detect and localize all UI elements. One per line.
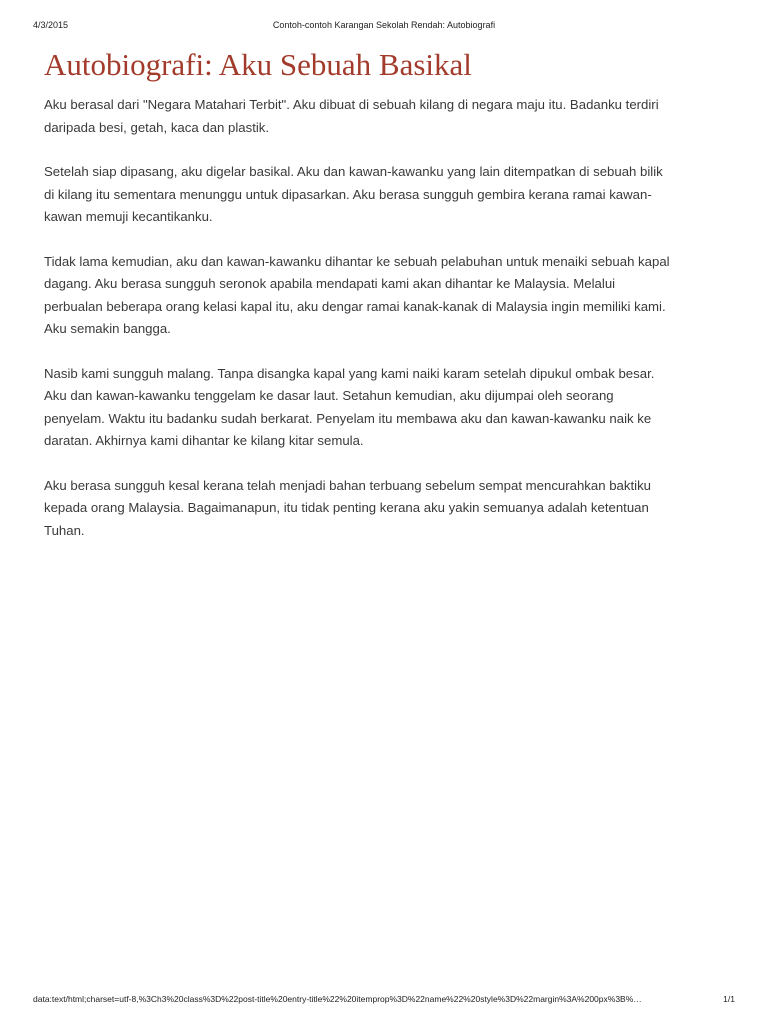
page-number: 1/1: [723, 994, 735, 1004]
post-paragraph: Aku berasa sungguh kesal kerana telah menjadi bahan terbuang sebelum sempat mencurahkan baktiku kepada orang Malaysia. Bagaimanapun, itu tidak penting kerana aku yakin semuanya adalah ketentuan Tuhan.: [44, 477, 652, 538]
post-paragraph: Setelah siap dipasang, aku digelar basikal. Aku dan kawan-kawanku yang lain ditempatkan di sebuah bilik di kilang itu sementara menunggu untuk dipasarkan. Aku berasa sungguh gembira kerana ramai kawan-kawan memuji kecantikanku.: [44, 164, 663, 224]
print-header: [33, 20, 735, 34]
print-date: 4/3/2015: [33, 20, 69, 30]
post-paragraph: Nasib kami sungguh malang. Tanpa disangka kapal yang kami naiki karam setelah dipukul ombak besar. Aku dan kawan-kawanku tenggelam ke dasar laut. Setahun kemudian, aku dijumpai oleh seorang penyelam. Waktu itu badanku sudah berkarat. Penyelam itu membawa aku dan kawan-kawanku naik ke daratan. Akhirnya kami dihantar ke kilang kitar semula.: [44, 365, 655, 448]
print-footer: [33, 994, 735, 1006]
post-paragraph: Tidak lama kemudian, aku dan kawan-kawanku dihantar ke sebuah pelabuhan untuk menaiki sebuah kapal dagang. Aku berasa sungguh seronok apabila mendapati kami akan dihantar ke Malaysia. Melalui perbualan beberapa orang kelasi kapal itu, aku dengar ramai kanak-kanak di Malaysia ingin memiliki kami. Aku semakin bangga.: [44, 253, 670, 336]
post-title: Autobiografi: Aku Sebuah Basikal: [44, 47, 472, 82]
print-source-url: data:text/html;charset=utf-8,%3Ch3%20class%3D%22post-title%20entry-title%22%20itemprop%3D%22name%22%20style%3D%22margin%3A%200px%3B%…: [33, 994, 642, 1004]
blog-post: [44, 44, 670, 564]
print-document-title: Contoh-contoh Karangan Sekolah Rendah: Autobiografi: [272, 20, 496, 30]
post-paragraph: Aku berasal dari "Negara Matahari Terbit". Aku dibuat di sebuah kilang di negara maju itu. Badanku terdiri daripada besi, getah, kaca dan plastik.: [44, 97, 659, 135]
post-body: [44, 94, 670, 542]
